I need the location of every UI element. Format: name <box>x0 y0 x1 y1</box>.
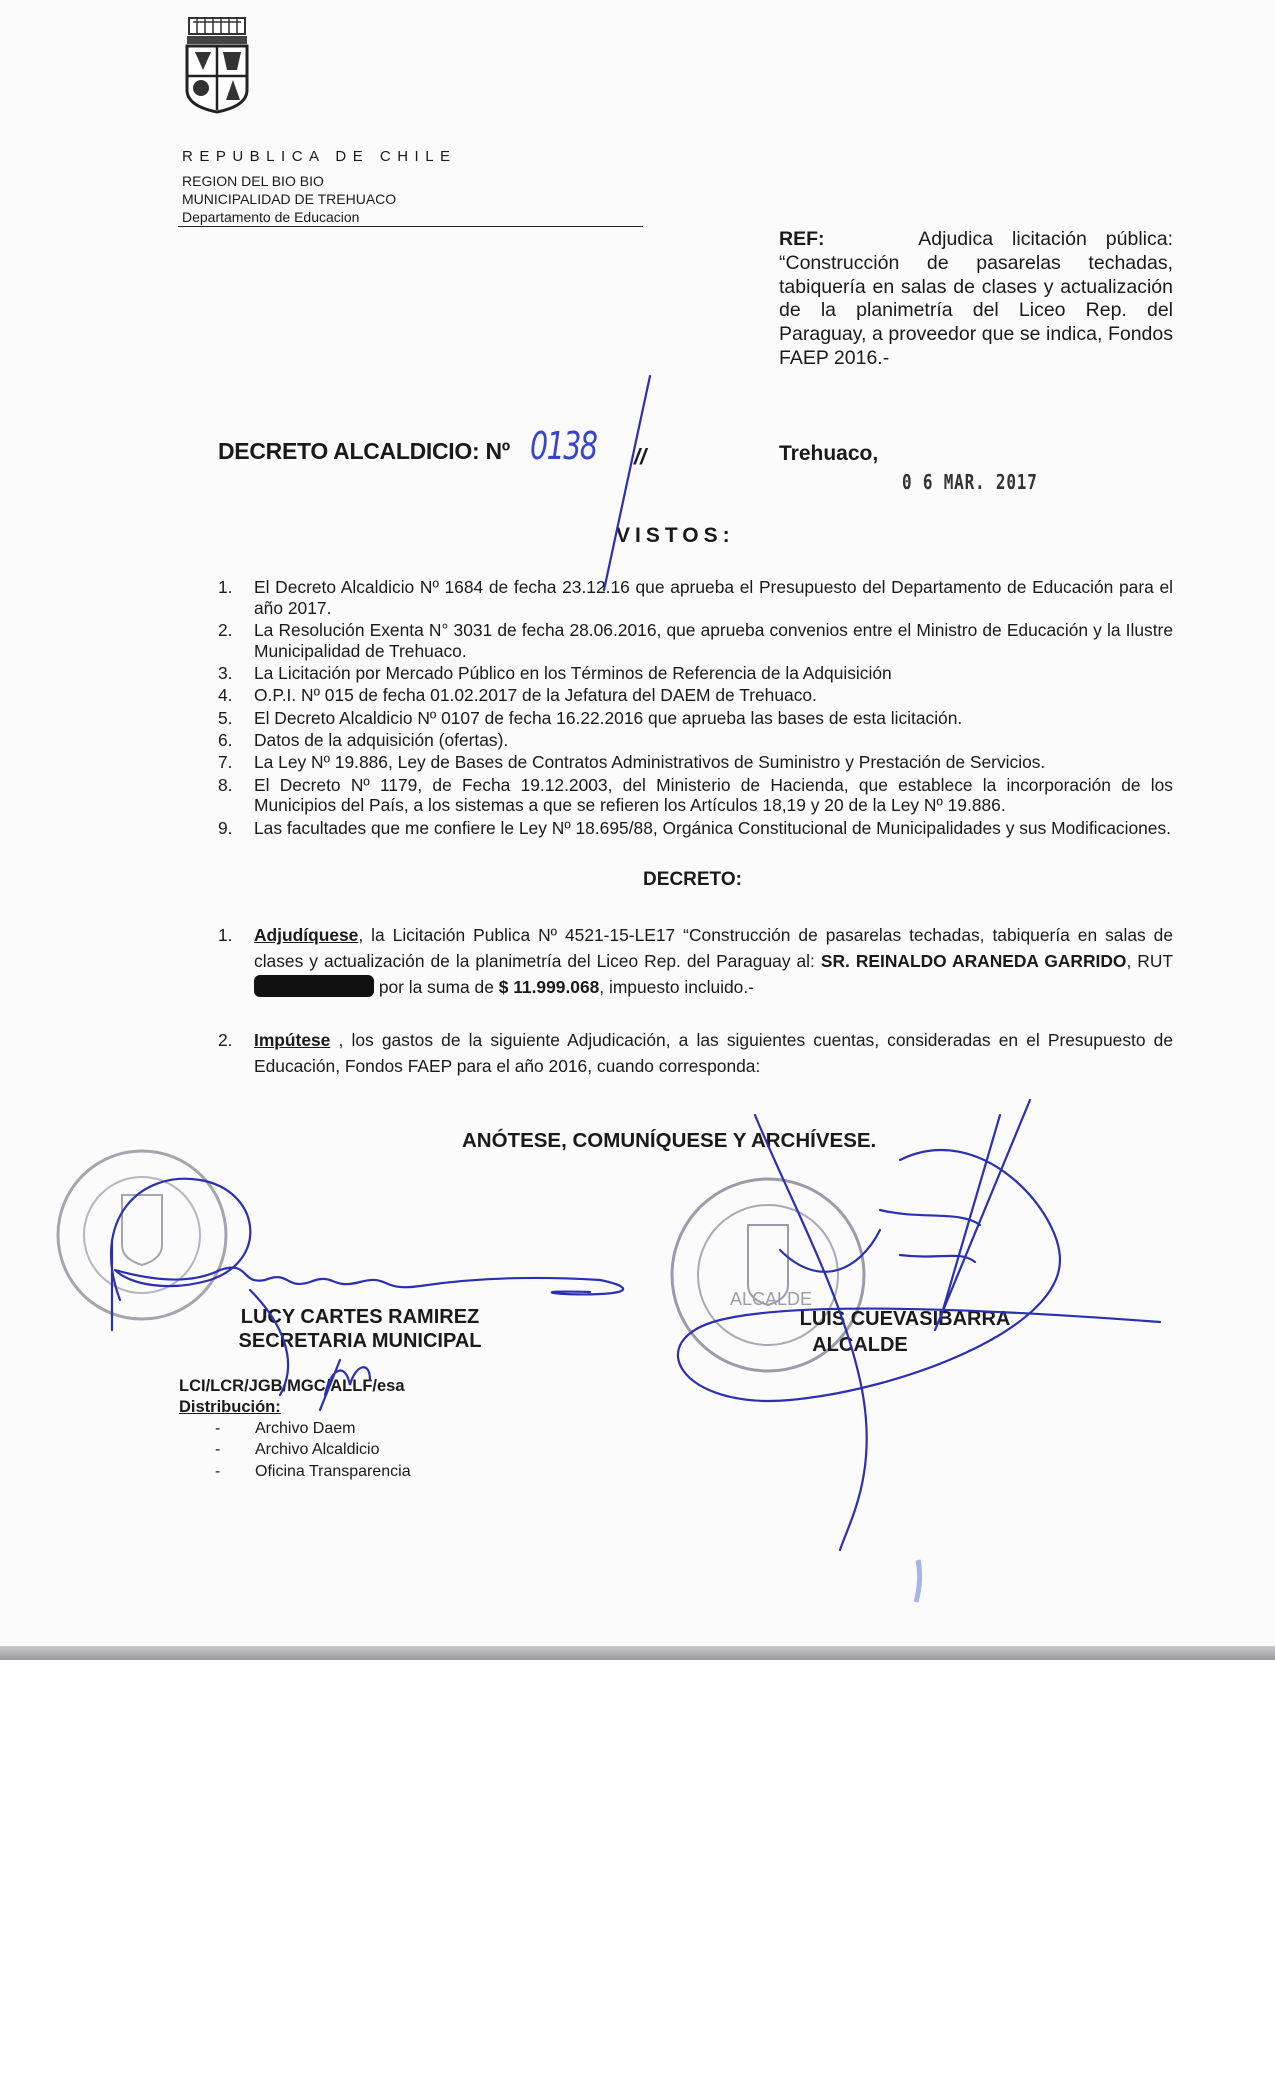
item-text: El Decreto Nº 1179, de Fecha 19.12.2003, del Ministerio de Hacienda, que establece la incorporación de los Municipios del País, a los sistemas a que se refieren los Artículos 18,19 y 20 de la Ley Nº 19.886. <box>254 774 1173 816</box>
redacted-rut <box>254 975 374 997</box>
left-signatory-role: SECRETARIA MUNICIPAL <box>238 1330 482 1352</box>
list-item <box>218 818 1173 839</box>
item-text: La Licitación por Mercado Público en los Términos de Referencia de la Adquisición <box>254 663 892 684</box>
place-label: Trehuaco, <box>779 442 879 465</box>
decree-title: DECRETO ALCALDICIO: Nº <box>218 438 510 464</box>
item-text <box>254 922 1173 1000</box>
item-text: Las facultades que me confiere le Ley Nº 18.695/88, Orgánica Constitucional de Municipalidades y sus Modificaciones. <box>254 817 1171 838</box>
municipality-label: MUNICIPALIDAD DE TREHUACO <box>182 191 397 207</box>
header-divider <box>178 226 643 227</box>
vistos-list <box>218 577 1173 840</box>
list-item <box>218 775 1173 817</box>
list-item <box>218 685 1173 706</box>
list-item <box>218 1027 1173 1079</box>
left-signatory-name: LUCY CARTES RAMIREZ <box>240 1306 480 1328</box>
distribution-item-label: Archivo Daem <box>255 1420 356 1437</box>
initials: LCI/LCR/JGB/MGC/ALLF/esa <box>179 1377 405 1395</box>
list-item <box>218 730 1173 751</box>
list-item <box>218 922 1173 1000</box>
item-text: La Ley Nº 19.886, Ley de Bases de Contratos Administrativos de Suministro y Prestación de Servicios. <box>254 752 1046 773</box>
item-text: La Resolución Exenta N° 3031 de fecha 28.06.2016, que aprueba convenios entre el Ministro de Educación y la Ilustre Municipalidad de Trehuaco. <box>254 620 1173 661</box>
item-text <box>254 1027 1173 1079</box>
left-seal-stamp <box>52 1145 232 1325</box>
item-number: 5. <box>218 707 233 728</box>
decree-number-suffix: // <box>634 444 647 469</box>
list-item <box>218 708 1173 729</box>
item-number: 7. <box>218 752 233 773</box>
item-text-c: por la suma de <box>374 977 499 997</box>
distribution-item: - Oficina Transparencia <box>215 1463 411 1480</box>
item-text-b: , RUT <box>1126 951 1174 971</box>
vistos-heading: VISTOS: <box>616 524 735 547</box>
decreto-list <box>218 922 1173 1106</box>
item-text-a: , la Licitación Publica Nº 4521-15-LE17 “Construcción de pasarelas techadas, tabiquería en salas de clases y actualización de la planimetría del Liceo Rep. del Paraguay al: <box>254 925 1173 971</box>
reference-block <box>779 228 1173 371</box>
distribution-item-label: Oficina Transparencia <box>255 1463 411 1480</box>
distribution-item: - Archivo Daem <box>215 1420 356 1437</box>
item-number: 2. <box>218 1030 233 1050</box>
item-text-d: , impuesto incluido.- <box>599 977 754 997</box>
decree-number-handwritten: 0138 <box>530 424 597 468</box>
list-item <box>218 663 1173 684</box>
list-item <box>218 752 1173 773</box>
amount: $ 11.999.068 <box>498 977 600 997</box>
item-text: Datos de la adquisición (ofertas). <box>254 730 509 751</box>
item-number: 8. <box>218 774 233 795</box>
right-signatory-name: LUIS CUEVASIBARRA <box>799 1308 1011 1330</box>
item-number: 4. <box>218 685 233 706</box>
municipal-crest-icon <box>183 16 251 114</box>
item-number: 1. <box>218 577 233 597</box>
item-number: 2. <box>218 620 233 641</box>
right-signatory-role: ALCALDE <box>812 1334 908 1356</box>
country-label: REPUBLICA DE CHILE <box>182 148 457 165</box>
ref-text: Adjudica licitación pública: “Construcción de pasarelas techadas, tabiquería en salas de clases y actualización de la planimetría del Liceo Rep. del Paraguay, a proveedor que se indica, Fondos FAEP 2016.- <box>779 228 1173 369</box>
item-verb: Impútese <box>254 1030 331 1050</box>
distribution-item-label: Archivo Alcaldicio <box>255 1441 380 1458</box>
closing-formula: ANÓTESE, COMUNÍQUESE Y ARCHÍVESE. <box>462 1129 877 1152</box>
item-verb: Adjudíquese <box>254 925 359 945</box>
item-text: El Decreto Alcaldicio Nº 0107 de fecha 16.22.2016 que aprueba las bases de esta licitación. <box>254 707 963 728</box>
ref-label: REF: <box>779 228 825 250</box>
distribution-item: - Archivo Alcaldicio <box>215 1441 380 1458</box>
item-number: 3. <box>218 663 233 684</box>
item-text: El Decreto Alcaldicio Nº 1684 de fecha 23.12.16 que aprueba el Presupuesto del Departamento de Educación para el año 2017. <box>254 577 1173 618</box>
department-label: Departamento de Educacion <box>182 209 360 225</box>
item-number: 6. <box>218 730 233 751</box>
item-text: O.P.I. Nº 015 de fecha 01.02.2017 de la Jefatura del DAEM de Trehuaco. <box>254 685 817 706</box>
region-label: REGION DEL BIO BIO <box>182 173 324 189</box>
date-stamp: 0 6 MAR. 2017 <box>902 470 1038 494</box>
item-number: 1. <box>218 925 233 945</box>
decreto-heading: DECRETO: <box>643 869 742 890</box>
provider-name: SR. REINALDO ARANEDA GARRIDO <box>820 951 1127 971</box>
distribution-heading: Distribución: <box>179 1398 281 1416</box>
item-text-body: , los gastos de la siguiente Adjudicación, a las siguientes cuentas, consideradas en el Presupuesto de Educación, Fondos FAEP para el año 2016, cuando corresponda: <box>254 1030 1173 1076</box>
svg-text:ALCALDE: ALCALDE <box>730 1289 813 1309</box>
scan-edge <box>0 1646 1275 1660</box>
list-item <box>218 577 1173 619</box>
list-item <box>218 620 1173 662</box>
item-number: 9. <box>218 817 233 838</box>
